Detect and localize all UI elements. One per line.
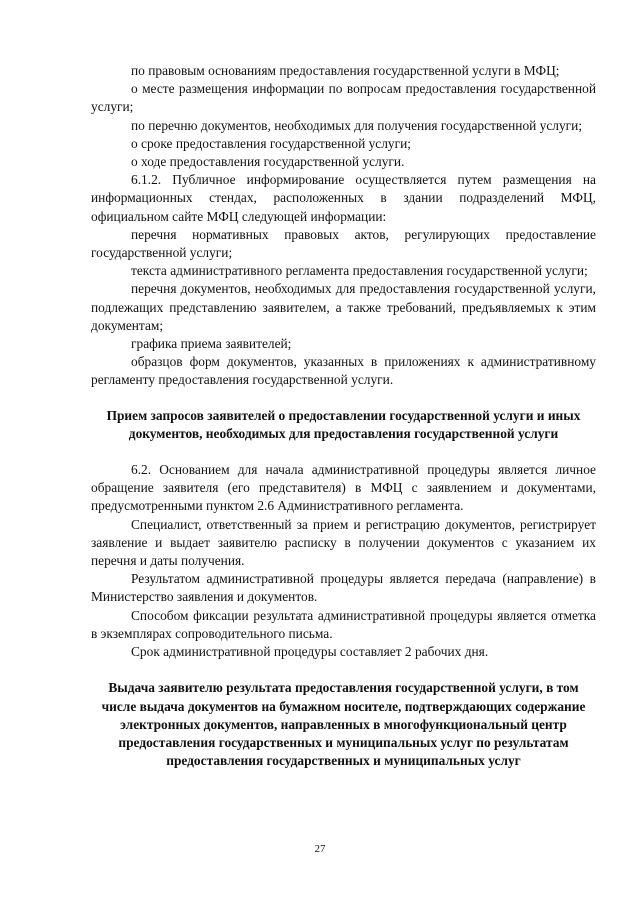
document-page (91, 62, 596, 770)
paragraph: перечня нормативных правовых актов, регулирующих предоставление государственной услуги; (91, 226, 596, 261)
paragraph: 6.2. Основанием для начала административной процедуры является личное обращение заявителя (его представителя) в МФЦ с заявлением и документами, предусмотренными пунктом 2.6 Административного регламента. (91, 462, 596, 514)
section-heading: Прием запросов заявителей о предоставлении государственной услуги и иных документов, необходимых для предоставления государственной услуги (106, 407, 581, 441)
paragraph: Специалист, ответственный за прием и регистрацию документов, регистрирует заявление и выдает заявителю расписку в получении документов с указанием их перечня и даты получения. (91, 516, 596, 569)
paragraph: о месте размещения информации по вопросам предоставления государственной услуги; (91, 81, 596, 115)
paragraph: по правовым основаниям предоставления государственной услуги в МФЦ; (131, 63, 560, 78)
page-number: 27 (314, 843, 326, 855)
paragraph: о сроке предоставления государственной услуги; (131, 135, 411, 151)
paragraph: графика приема заявителей; (131, 336, 292, 352)
section-heading: Выдача заявителю результата предоставления государственной услуги, в том числе выдача документов на бумажном носителе, подтверждающих содержание электронных документов, направленных в многофункциональный центр предоставления государственных и муниципальных услуг по результатам предоставления государственных и муниципальных услуг (101, 680, 586, 769)
paragraph: о ходе предоставления государственной услуги. (131, 154, 405, 170)
paragraph: перечня документов, необходимых для предоставления государственной услуги, подлежащих представлению заявителем, а также требований, предъявляемых к этим документам; (91, 281, 596, 333)
paragraph: Срок административной процедуры составляет 2 рабочих дня. (131, 644, 489, 660)
paragraph: по перечню документов, необходимых для получения государственной услуги; (131, 117, 583, 133)
paragraph: Результатом административной процедуры является передача (направление) в Министерство заявления и документов. (91, 571, 596, 605)
paragraph: текста административного регламента предоставления государственной услуги; (131, 263, 588, 279)
paragraph: 6.1.2. Публичное информирование осуществляется путем размещения на информационных стендах, расположенных в здании подразделений МФЦ, официальном сайте МФЦ следующей информации: (91, 172, 596, 224)
paragraph: Способом фиксации результата административной процедуры является отметка в экземплярах сопроводительного письма. (91, 607, 596, 641)
paragraph: образцов форм документов, указанных в приложениях к административному регламенту предоставления государственной услуги. (91, 354, 596, 388)
